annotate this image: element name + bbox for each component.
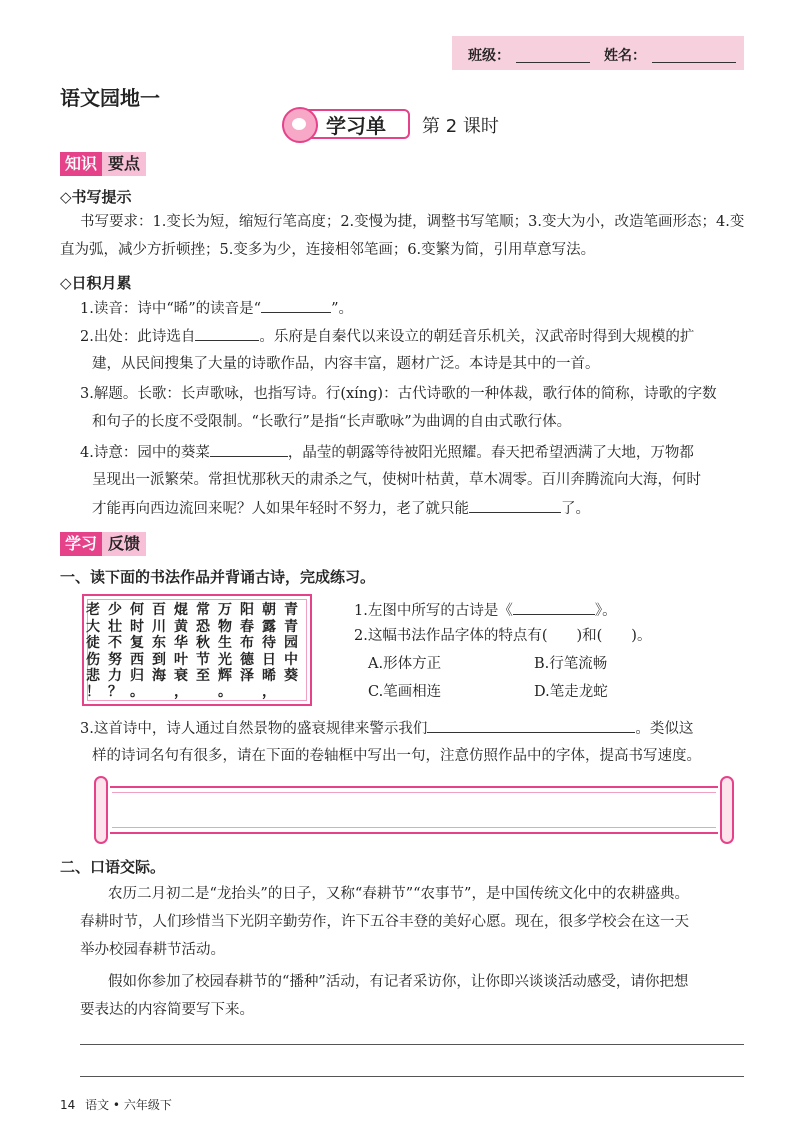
option-d[interactable]: D.笔走龙蛇 <box>534 684 608 700</box>
calligraphy-punctuation: ， <box>174 684 188 700</box>
accum-q2-line-2: 建，从民间搜集了大量的诗歌作品，内容丰富，题材广泛。本诗是其中的一首。 <box>92 356 600 372</box>
accumulation-title: ◇日积月累 <box>60 274 132 292</box>
feedback-q2: 2.这幅书法作品字体的特点有( )和( )。 <box>354 628 652 644</box>
feedback-q3-line-2: 样的诗词名句有很多，请在下面的卷轴框中写出一句，注意仿照作品中的字体，提高书写速度。 <box>92 748 701 764</box>
calligraphy-column: 常 恐 秋 节 至 <box>196 602 210 684</box>
calligraphy-column: 阳 春 布 德 泽 <box>240 602 254 684</box>
calligraphy-punctuation: ， <box>262 684 276 700</box>
answer-blank[interactable] <box>210 442 288 457</box>
calligraphy-punctuation: 。 <box>218 684 232 700</box>
oral-para2-line-1: 假如你参加了校园春耕节的“播种”活动，有记者采访你，让你即兴谈谈活动感受，请你把想 <box>108 974 689 990</box>
part1-title: 一、读下面的书法作品并背诵古诗，完成练习。 <box>60 568 376 586</box>
calligraphy-column: 老 大 徒 伤 悲 <box>86 602 100 684</box>
writing-tips-title: ◇书写提示 <box>60 188 132 206</box>
calligraphy-artwork <box>82 594 312 706</box>
unit-title: 语文园地一 <box>60 86 160 110</box>
section-tag-feedback: 学习 反馈 <box>60 532 150 556</box>
answer-blank[interactable] <box>261 298 331 313</box>
accum-q3-line-1: 3.解题。长歌：长声歌咏，也指写诗。行(xíng)：古代诗歌的一种体裁，歌行体的简称，诗歌的字数 <box>80 386 717 402</box>
mascot-icon <box>282 107 318 143</box>
class-label: 班级： <box>468 48 510 64</box>
answer-blank[interactable] <box>427 718 635 733</box>
answer-blank[interactable] <box>513 600 595 615</box>
part2-title: 二、口语交际。 <box>60 858 166 876</box>
calligraphy-column: 何 时 复 西 归 <box>130 602 144 684</box>
lesson-label: 第 2 课时 <box>422 116 499 137</box>
accum-q4-line-2: 呈现出一派繁荣。常担忧那秋天的肃杀之气，使树叶枯黄，草木凋零。百川奔腾流向大海，何时 <box>92 472 701 488</box>
oral-para2-line-2: 要表达的内容简要写下来。 <box>80 1002 254 1018</box>
scroll-writing-box[interactable] <box>94 776 734 844</box>
section-tag-knowledge: 知识 要点 <box>60 152 150 176</box>
writing-tips-line-1: 书写要求：1.变长为短，缩短行笔高度；2.变慢为捷，调整书写笔顺；3.变大为小，改造笔画形态；4.变 <box>80 214 745 230</box>
oral-para1-line-1: 农历二月初二是“龙抬头”的日子，又称“春耕节”“农事节”，是中国传统文化中的农耕盛典。 <box>108 886 689 902</box>
option-b[interactable]: B.行笔流畅 <box>534 656 608 672</box>
oral-para1-line-3: 举办校园春耕节活动。 <box>80 942 225 958</box>
name-field[interactable] <box>652 62 736 63</box>
answer-line-2[interactable] <box>80 1076 744 1077</box>
class-field[interactable] <box>516 62 590 63</box>
scroll-rod-left <box>94 776 108 844</box>
accum-q4-line-3: 才能再向西边流回来呢？人如果年轻时不努力，老了就只能 了。 <box>92 498 590 519</box>
calligraphy-punctuation: ！ <box>86 684 100 700</box>
scroll-rod-right <box>720 776 734 844</box>
banner-label: 学习单 <box>326 114 386 138</box>
accum-q4-line-1: 4.诗意：园中的葵菜 ，晶莹的朝露等待被阳光照耀。春天把希望洒满了大地，万物都 <box>80 442 694 463</box>
name-label: 姓名： <box>604 48 646 64</box>
answer-blank[interactable] <box>195 326 259 341</box>
option-a[interactable]: A.形体方正 <box>368 656 442 672</box>
page-number: 14 <box>60 1098 76 1112</box>
calligraphy-column: 焜 黄 华 叶 衰 <box>174 602 188 684</box>
answer-line-1[interactable] <box>80 1044 744 1045</box>
feedback-q3-line-1: 3.这首诗中，诗人通过自然景物的盛衰规律来警示我们 。类似这 <box>80 718 693 739</box>
calligraphy-punctuation: ？ <box>108 684 122 700</box>
option-c[interactable]: C.笔画相连 <box>368 684 442 700</box>
calligraphy-column: 百 川 东 到 海 <box>152 602 166 684</box>
calligraphy-column: 朝 露 待 日 晞 <box>262 602 276 684</box>
oral-para1-line-2: 春耕时节，人们珍惜当下光阴辛勤劳作，许下五谷丰登的美好心愿。现在，很多学校会在这一天 <box>80 914 689 930</box>
student-info-box <box>452 36 744 70</box>
answer-blank[interactable] <box>469 498 561 513</box>
writing-tips-line-2: 直为弧，减少方折顿挫；5.变多为少，连接相邻笔画；6.变繁为简，引用草意写法。 <box>60 242 596 258</box>
accum-q1: 1.读音：诗中“晞”的读音是“ ”。 <box>80 298 353 319</box>
calligraphy-column: 少 壮 不 努 力 <box>108 602 122 684</box>
calligraphy-punctuation: 。 <box>130 684 144 700</box>
accum-q2-line-1: 2.出处：此诗选自 。乐府是自秦代以来设立的朝廷音乐机关，汉武帝时得到大规模的扩 <box>80 326 694 347</box>
accum-q3-line-2: 和句子的长度不受限制。“长歌行”是指“长声歌咏”为曲调的自由式歌行体。 <box>92 414 572 430</box>
feedback-q1: 1.左图中所写的古诗是《 》。 <box>354 600 617 621</box>
worksheet-banner <box>282 107 408 137</box>
calligraphy-column: 万 物 生 光 辉 <box>218 602 232 684</box>
footer-subject: 语文 • 六年级下 <box>85 1098 172 1112</box>
calligraphy-column: 青 青 园 中 葵 <box>284 602 298 684</box>
page-footer <box>60 1096 172 1113</box>
scroll-paper[interactable] <box>110 786 718 834</box>
